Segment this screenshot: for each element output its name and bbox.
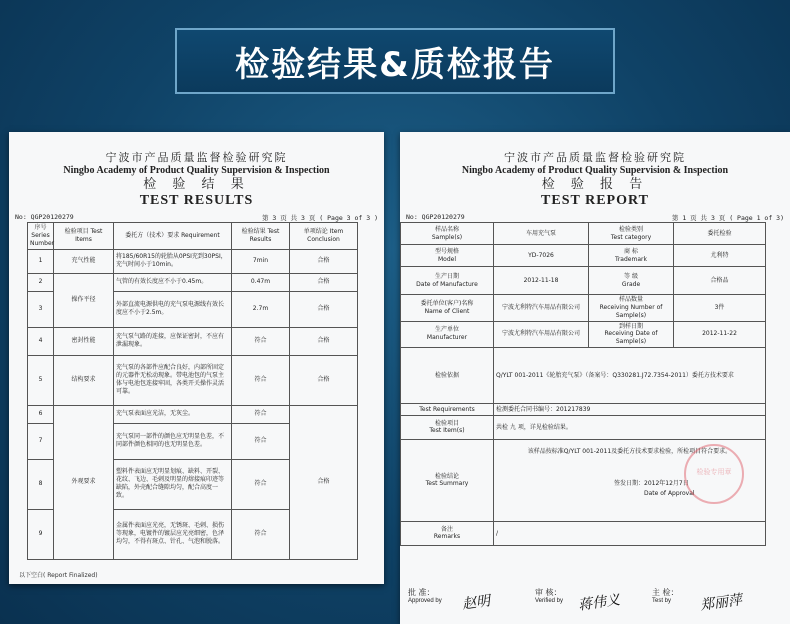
header-cell: 单项结论 Item Conclusion [290, 223, 358, 249]
test-item: 密封性能 [54, 327, 114, 355]
table-row [28, 405, 358, 423]
row-number: 3 [28, 291, 54, 327]
table-row [28, 327, 358, 355]
label-cn: 型号规格 [434, 247, 459, 255]
conclusion: 合格 [290, 405, 358, 559]
requirement: 外部直流电源供电的充气泵电源线有效长度应不小于2.5m。 [114, 291, 232, 327]
label-en: Grade [621, 280, 641, 288]
row-number: 7 [28, 423, 54, 459]
conclusion: 合格 [290, 273, 358, 291]
requirement: 充气泵同一部件的颜色应无明显色差，不同部件颜色相同的也无明显色差。 [114, 423, 232, 459]
approver-signature: 赵明 [461, 593, 492, 613]
label-cn: 样品数量 [618, 296, 643, 304]
doc-title-en: TEST RESULTS [139, 193, 254, 209]
page-indicator: 第 1 页 共 3 页 ( Page 1 of 3) [671, 214, 784, 223]
table-row [401, 439, 766, 521]
test-category: 委托检验 [674, 223, 766, 245]
test-result: 7min [232, 249, 290, 273]
doc-meta [9, 213, 384, 222]
verifier-signature: 蒋伟义 [577, 592, 622, 614]
test-result: 符合 [232, 405, 290, 423]
label-en: Test Item(s) [429, 427, 465, 435]
label-cn: 检验依据 [434, 371, 459, 379]
label-en: Sample(s) [431, 233, 463, 241]
trademark: 尤利特 [674, 245, 766, 267]
label-en: Test category [610, 233, 652, 241]
requirement: 充气泵表面应光洁，无灰尘。 [114, 405, 232, 423]
test-item: 操作平径 [54, 273, 114, 327]
model: YD-7026 [494, 245, 589, 267]
table-row [28, 273, 358, 291]
label-cn: 检验结论 [434, 472, 459, 480]
table-row [28, 249, 358, 273]
org-name-en: Ningbo Academy of Product Quality Supervision & Inspection [63, 164, 330, 176]
label-en: Trademark [615, 255, 647, 263]
conclusion: 合格 [290, 291, 358, 327]
remarks: / [494, 521, 766, 545]
requirement: 气管的有效长度应不小于0.45m。 [114, 273, 232, 291]
requirement: 充气泵气路的连接，应保证密封，不应有泄漏现象。 [114, 327, 232, 355]
requirement: 将185/60R15的轮胎从0PSI充到30PSI，充气时间小于10min。 [114, 249, 232, 273]
test-item: 结构要求 [54, 355, 114, 405]
test-results-document [9, 132, 384, 584]
header-cell: 序号 Series Number [28, 223, 54, 249]
doc-title-cn: 检 验 结 果 [143, 177, 250, 193]
report-table [400, 222, 766, 546]
label-cn: 委托单位(客户)名称 [420, 300, 474, 308]
report-finalized-note: 以下空白( Report Finalized) [19, 572, 98, 579]
label-cell [401, 521, 494, 545]
results-table [27, 222, 358, 559]
banner [175, 28, 615, 94]
test-result: 符合 [232, 509, 290, 559]
org-name-en: Ningbo Academy of Product Quality Supervision & Inspection [461, 164, 729, 176]
table-row [401, 415, 766, 439]
test-item: 外观要求 [54, 405, 114, 559]
tester-signature: 郑丽萍 [699, 592, 744, 614]
contract-number: 检测委托合同书编号：201217839 [494, 403, 766, 415]
label-en: Name of Client [424, 307, 470, 315]
table-row [401, 521, 766, 545]
label-cn: 检验类别 [618, 225, 643, 233]
table-row [28, 355, 358, 405]
requirement: 充气泵的各部件应配合良好，内部所固定的元器件无松动现象。带电池包的气泵主体与电池包连接牢固，各类开关操作灵活可靠。 [114, 355, 232, 405]
label-en: Remarks [433, 533, 461, 541]
test-result: 符合 [232, 459, 290, 509]
org-name-cn: 宁波市产品质量监督检验研究院 [504, 151, 686, 164]
label-cell [589, 267, 674, 295]
table-row [401, 321, 766, 347]
header-cell: 检验项目 Test Items [54, 223, 114, 249]
doc-title-en: TEST REPORT [541, 193, 649, 209]
label-cell [401, 439, 494, 521]
label-cn: 生产日期 [434, 272, 459, 280]
report-number: No: QGP20120279 [406, 213, 465, 222]
label-cell [589, 295, 674, 321]
client-name: 宁波尤利特汽车用品有限公司 [494, 295, 589, 321]
requirement: 塑料件表面应无明显划痕、缺料、开裂、花纹、飞边、毛刺及明显的熔接痕印迹等缺陷，外壳配合缝隙均匀，配合高度一致。 [114, 459, 232, 509]
test-result: 0.47m [232, 273, 290, 291]
label-cn: 到样日期 [618, 322, 643, 330]
issue-date: 签发日期：2012年12月7日 [614, 479, 689, 487]
table-header [28, 223, 358, 249]
label-cn: 样品名称 [434, 225, 459, 233]
summary-cell [494, 439, 766, 521]
test-result: 符合 [232, 355, 290, 405]
label-en: Test Requirements [401, 403, 494, 415]
test-summary: 该样品按标准Q/YLT 001-2011及委托方技术要求检验，所检项目符合要求。 [527, 447, 732, 455]
label-cn: 检验项目 [434, 419, 459, 427]
test-result: 符合 [232, 327, 290, 355]
org-name-cn: 宁波市产品质量监督检验研究院 [105, 151, 288, 164]
row-number: 8 [28, 459, 54, 509]
test-basis: Q/YLT 001-2011《轮胎充气泵》（备案号：Q330281.J72.7354-2011）委托方技术要求 [494, 347, 766, 403]
banner-title: 检验结果&质检报告 [235, 44, 555, 85]
inspection-stamp: 检验专用章 [684, 444, 744, 504]
label-en: Model [437, 255, 456, 263]
test-item: 充气性能 [54, 249, 114, 273]
table-row [401, 403, 766, 415]
label-cn: 备注 [440, 525, 453, 533]
receiving-date: 2012-11-22 [674, 321, 766, 347]
label-cell [589, 321, 674, 347]
doc-title-cn: 检 验 报 告 [541, 177, 649, 193]
verified-by: 审 核： Verified by [535, 588, 564, 604]
conclusion: 合格 [290, 327, 358, 355]
manufacture-date: 2012-11-18 [494, 267, 589, 295]
header-cell: 检验结果 Test Results [232, 223, 290, 249]
grade: 合格品 [674, 267, 766, 295]
label-cn: 商 标 [624, 247, 638, 255]
test-items: 共检 九 项，详见检验结果。 [494, 415, 766, 439]
label-cell [401, 245, 494, 267]
requirement: 金属件表面应光亮，无锈斑、毛刺、损伤等现象，电镀件的镀层应光亮细密，色泽均匀，不得有斑点、针孔、气泡和脱落。 [114, 509, 232, 559]
page-indicator: 第 3 页 共 3 页 ( Page 3 of 3 ) [261, 214, 378, 223]
row-number: 9 [28, 509, 54, 559]
label-en: Test Summary [425, 480, 469, 488]
row-number: 6 [28, 405, 54, 423]
label-en: Date of Manufacture [416, 280, 478, 288]
table-row [401, 347, 766, 403]
label-cell [401, 347, 494, 403]
header-cell: 委托方（技术）要求 Requirement [114, 223, 232, 249]
test-result: 2.7m [232, 291, 290, 327]
test-result: 符合 [232, 423, 290, 459]
table-row [401, 223, 766, 245]
row-number: 4 [28, 327, 54, 355]
row-number: 2 [28, 273, 54, 291]
conclusion: 合格 [290, 355, 358, 405]
table-row [401, 267, 766, 295]
label-cell [589, 223, 674, 245]
row-number: 5 [28, 355, 54, 405]
sample-name: 车用充气泵 [494, 223, 589, 245]
label-en: Manufacturer [426, 334, 468, 342]
label-cell [401, 295, 494, 321]
issue-date-en: Date of Approval [644, 489, 695, 497]
test-report-document [400, 132, 790, 624]
label-cell [401, 223, 494, 245]
manufacturer: 宁波尤利特汽车用品有限公司 [494, 321, 589, 347]
label-cn: 等 级 [624, 272, 638, 280]
table-row [401, 295, 766, 321]
table-row [401, 245, 766, 267]
tested-by: 主 检： Test by [652, 588, 679, 604]
sample-count: 3件 [674, 295, 766, 321]
label-en: Receiving Date of Sample(s) [604, 330, 658, 346]
label-cell [589, 245, 674, 267]
label-cell [401, 321, 494, 347]
label-cell [401, 267, 494, 295]
label-cn: 生产单位 [434, 326, 459, 334]
label-cell [401, 415, 494, 439]
report-number: No: QGP20120279 [15, 213, 74, 222]
conclusion: 合格 [290, 249, 358, 273]
row-number: 1 [28, 249, 54, 273]
label-en: Receiving Number of Sample(s) [599, 303, 663, 319]
approved-by: 批 准： Approved by [408, 588, 442, 604]
doc-meta [400, 213, 790, 222]
